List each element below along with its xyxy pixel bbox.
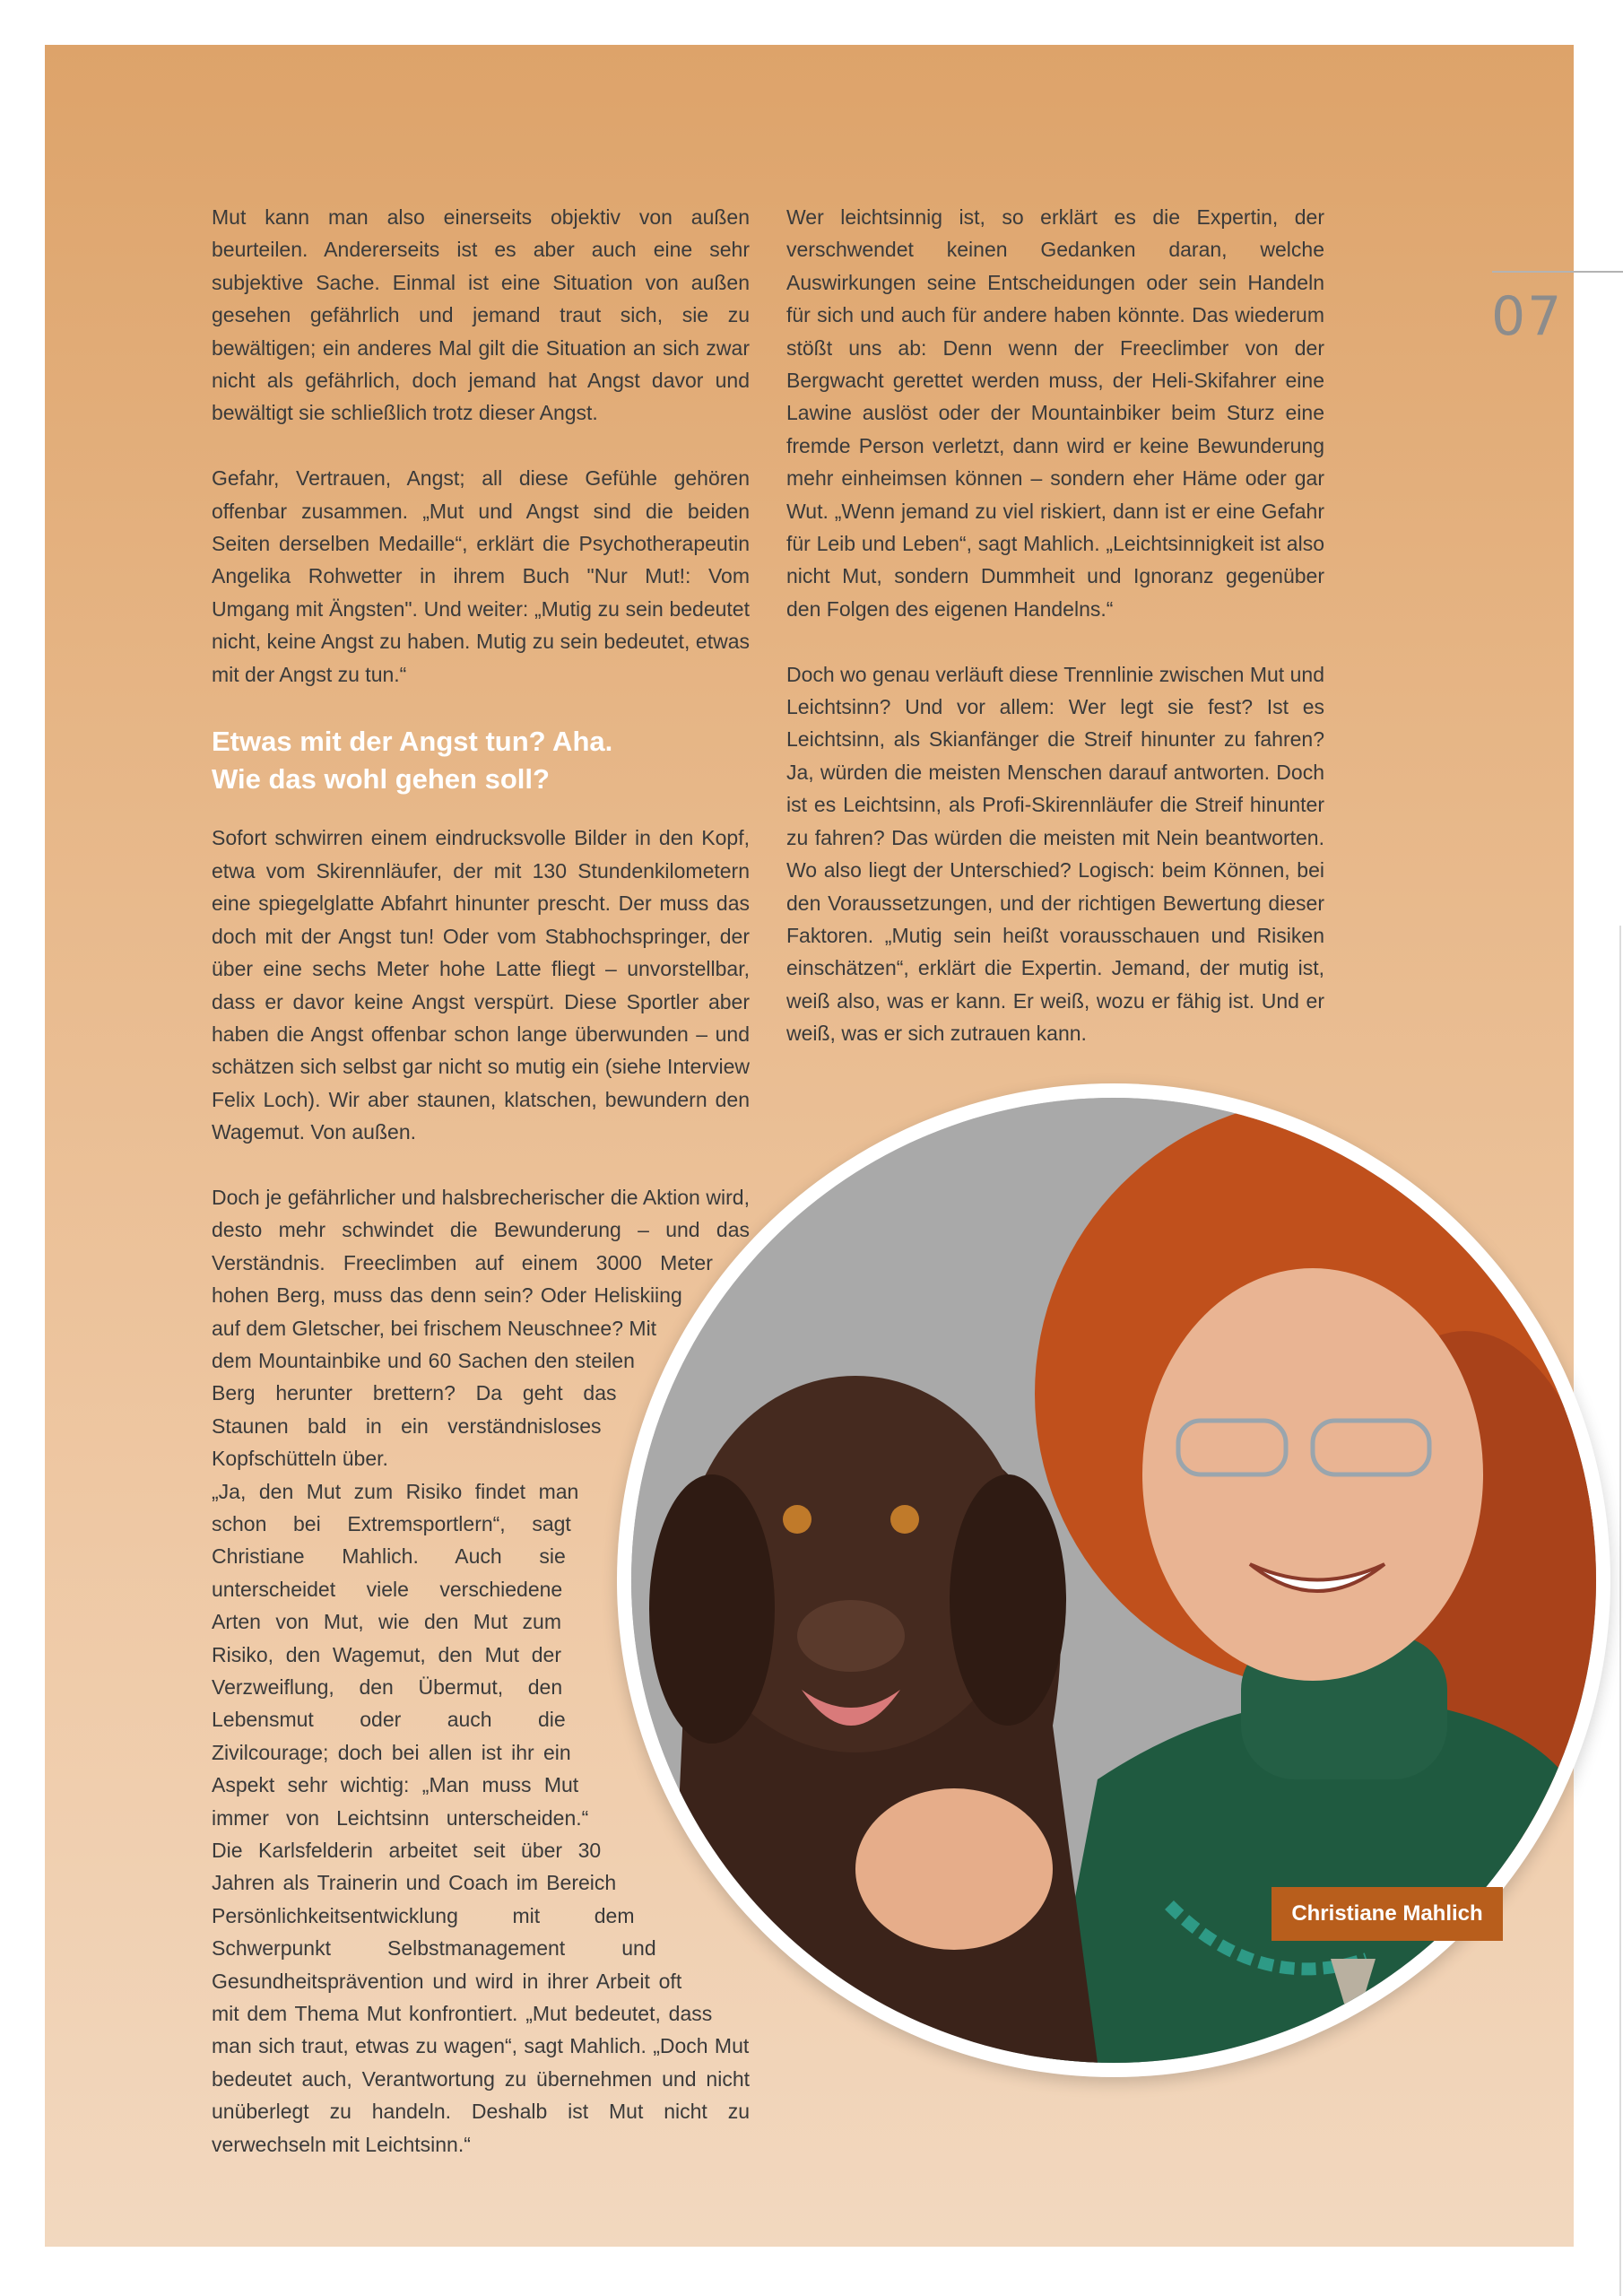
page-number: 07 <box>1491 285 1564 348</box>
section-heading-line-1: Etwas mit der Angst tun? Aha. <box>212 726 613 758</box>
right-paragraph-2: Doch wo genau verläuft diese Trennlinie zwischen Mut und Leichtsinn? Und vor allem: Wer legt sie fest? Ist es Leichtsinn, als Skianfänger die Streif hinunter zu fahren? Ja, würden die meisten Menschen darauf antworten. Doch ist es Leichtsinn, als Profi-Skirennläufer die Streif hinunter zu fahren? Das würden die meisten mit Nein beantworten. Wo also liegt der Unterschied? Logisch: beim Können, bei den Voraussetzungen, und der richtigen Bewertung dieser Faktoren. „Mutig sein heißt vorausschauen und Risiken einschätzen“, erklärt die Expertin. Jemand, der mutig ist, weiß also, was er kann. Er weiß, wozu er fähig ist. Und er weiß, was er sich zutrauen kann. <box>786 662 1324 1046</box>
page-edge-line <box>1619 926 1621 2296</box>
right-column <box>786 201 1324 1083</box>
section-heading <box>212 723 750 798</box>
left-paragraph-5: „Ja, den Mut zum Risiko findet man schon bei Extremsportlern“, sagt Christiane Mahlich. Auch sie unterscheidet viele verschiedene Arten von Mut, wie den Mut zum Risiko, den Wagemut, den Mut der Verzweiflung, den Übermut, den Lebensmut oder auch die Zivilcourage; doch bei allen ist ihr ein Aspekt sehr wichtig: „Man muss Mut immer von Leichtsinn unterscheiden.“ Die Karlsfelderin arbeitet seit über 30 Jahren als Trainerin und Coach im Bereich Persönlichkeitsentwicklung mit dem Schwerpunkt Selbstmanagement und Gesundheitsprävention und wird in ihrer Arbeit oft mit dem Thema Mut konfrontiert. „Mut bedeutet, dass man sich traut, etwas zu wagen“, sagt Mahlich. „Doch Mut bedeutet auch, Verantwortung zu übernehmen und nicht unüberlegt zu handeln. Deshalb ist Mut nicht zu verwechseln mit Leichtsinn.“ <box>212 1479 750 2156</box>
left-column <box>212 201 750 2194</box>
left-paragraph-2: Gefahr, Vertrauen, Angst; all diese Gefühle gehören offenbar zusammen. „Mut und Angst sind die beiden Seiten derselben Medaille“, erklärt die Psychotherapeutin Angelika Rohwetter in ihrem Buch "Nur Mut!: Vom Umgang mit Ängsten". Und weiter: „Mutig zu sein bedeutet nicht, keine Angst zu haben. Mutig zu sein bedeutet, etwas mit der Angst zu tun.“ <box>212 466 750 686</box>
dog-nose <box>797 1600 905 1672</box>
left-paragraph-4: Doch je gefährlicher und halsbrecherischer die Aktion wird, desto mehr schwindet die Bewunderung – und das Verständnis. Freeclimben auf einem 3000 Meter hohen Berg, muss das denn sein? Oder Heliskiing auf dem Gletscher, bei frischem Neuschnee? Mit dem Mountainbike und 60 Sachen den steilen Berg herunter brettern? Da geht das Staunen bald in ein verständnisloses Kopfschütteln über. <box>212 1185 750 1471</box>
woman-hand <box>855 1788 1053 1950</box>
dog-eye-right <box>890 1505 919 1534</box>
section-heading-line-2: Wie das wohl gehen soll? <box>212 763 550 796</box>
page-number-rule <box>1492 271 1623 273</box>
right-paragraph-1: Wer leichtsinnig ist, so erklärt es die Expertin, der verschwendet keinen Gedanken daran, welche Auswirkungen seine Entscheidungen oder sein Handeln für sich und auch für andere haben könnte. Das wiederum stößt uns ab: Denn wenn der Freeclimber von der Bergwacht gerettet werden muss, der Heli-Skifahrer eine Lawine auslöst oder der Mountainbiker beim Sturz eine fremde Person verletzt, dann wird er keine Bewunderung mehr einheimsen können – sondern eher Häme oder gar Wut. „Wenn jemand zu viel riskiert, dann ist er eine Gefahr für Leib und Leben“, sagt Mahlich. „Leichtsinnigkeit ist also nicht Mut, sondern Dummheit und Ignoranz gegenüber den Folgen des eigenen Handelns.“ <box>786 205 1324 621</box>
photo-caption: Christiane Mahlich <box>1271 1887 1503 1941</box>
left-paragraph-1: Mut kann man also einerseits objektiv von außen beurteilen. Andererseits ist es aber auch eine sehr subjektive Sache. Einmal ist eine Situation von außen gesehen gefährlich und jemand traut sich, sie zu bewältigen; ein anderes Mal gilt die Situation an sich zwar nicht als gefährlich, doch jemand hat Angst davor und bewältigt sie schließlich trotz dieser Angst. <box>212 205 750 425</box>
left-paragraph-3: Sofort schwirren einem eindrucksvolle Bilder in den Kopf, etwa vom Skirennläufer, der mit 130 Stundenkilometern eine spiegelglatte Abfahrt hinunter prescht. Der muss das doch mit der Angst tun! Oder vom Stabhochspringer, der über eine sechs Meter hohe Latte fliegt – unvorstellbar, dass er davor keine Angst verspürt. Diese Sportler aber haben die Angst offenbar schon lange überwunden – und schätzen sich selbst gar nicht so mutig ein (siehe Interview Felix Loch). Wir aber staunen, klatschen, bewundern den Wagemut. Von außen. <box>212 826 750 1144</box>
dog-ear-right <box>950 1474 1066 1726</box>
dog-eye-left <box>783 1505 812 1534</box>
